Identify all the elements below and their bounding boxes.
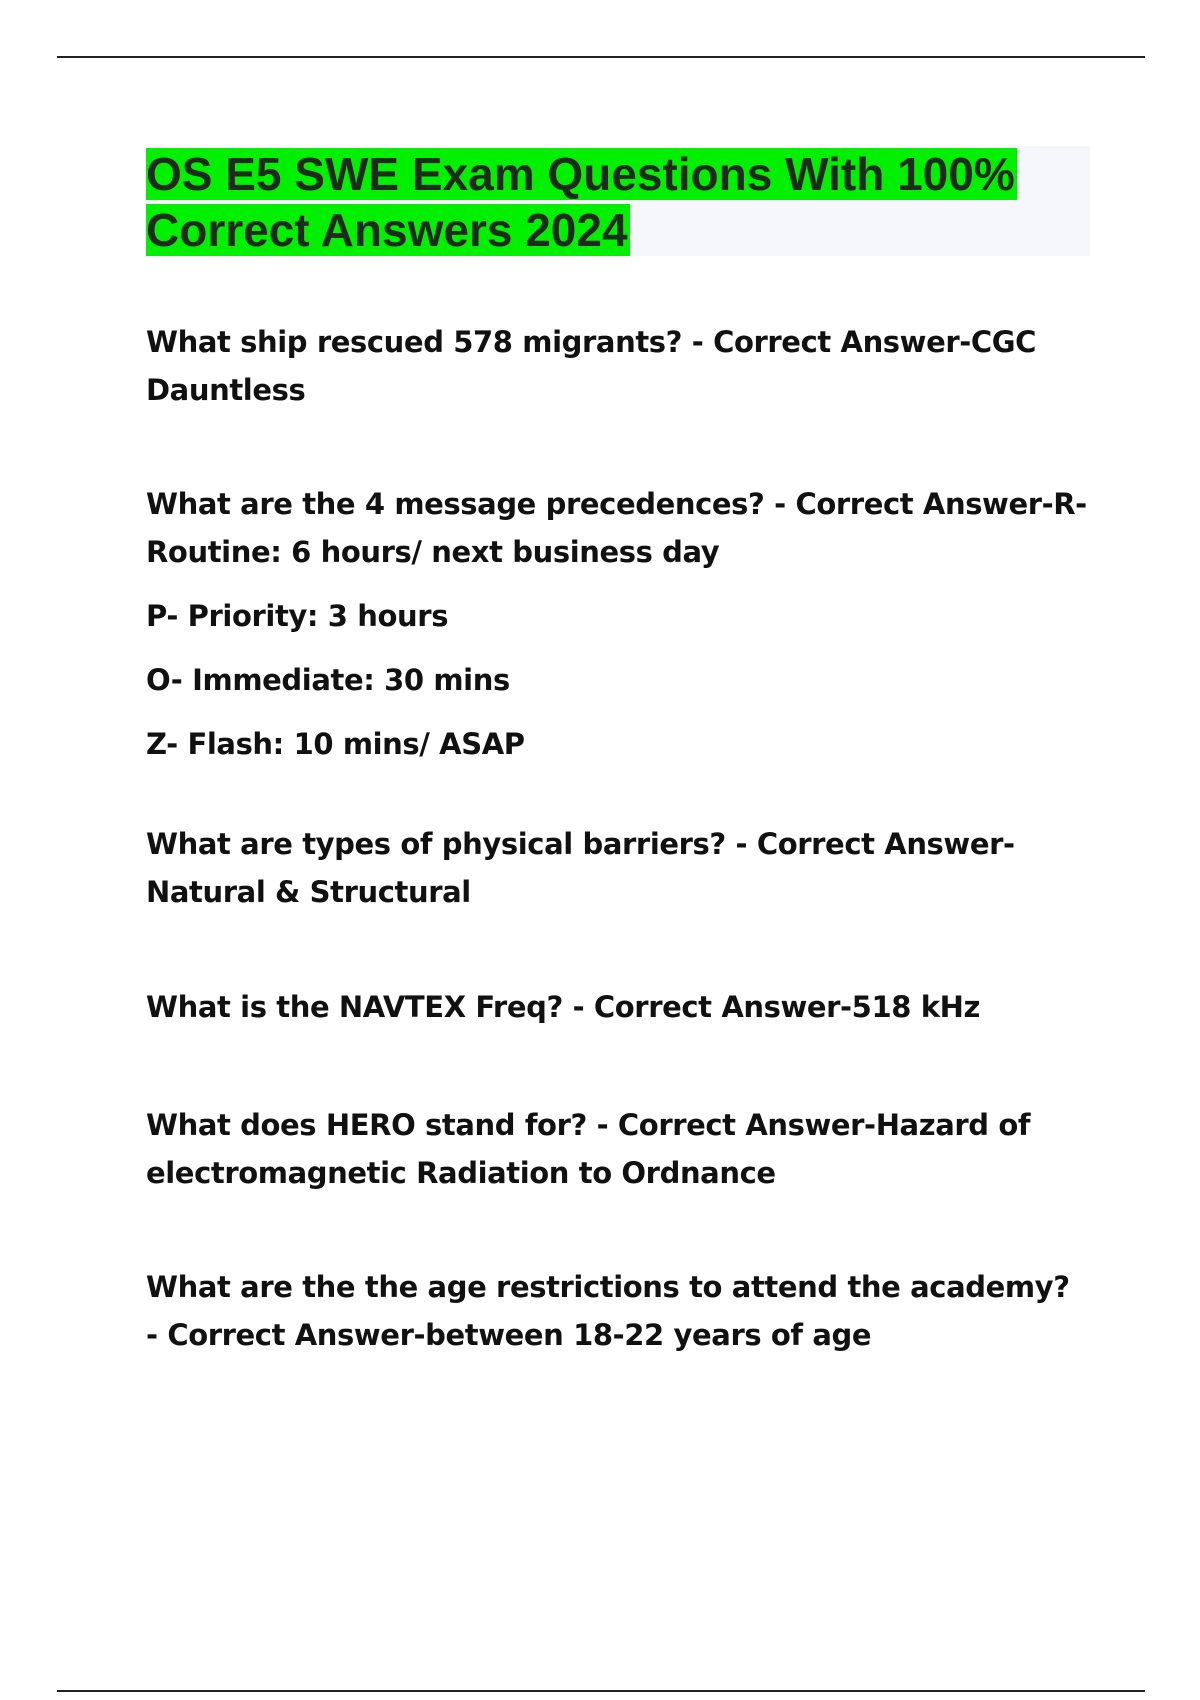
qa-item-2 bbox=[146, 480, 1090, 768]
title-block bbox=[146, 146, 1090, 256]
qa-item-3 bbox=[146, 820, 1090, 916]
qa-item-text: What are the the age restrictions to attend the academy? - Correct Answer-between 18-22 years of age bbox=[146, 1270, 1070, 1352]
bottom-rule bbox=[57, 1690, 1145, 1692]
qa-item-line: Z- Flash: 10 mins/ ASAP bbox=[146, 727, 525, 761]
qa-item-6 bbox=[146, 1263, 1090, 1359]
qa-item-text: What is the NAVTEX Freq? - Correct Answer-518 kHz bbox=[146, 990, 980, 1024]
qa-item-text: What are types of physical barriers? - Correct Answer-Natural & Structural bbox=[146, 827, 1015, 909]
qa-item-line: O- Immediate: 30 mins bbox=[146, 663, 510, 697]
qa-item-1 bbox=[146, 318, 1090, 414]
title-highlight: OS E5 SWE Exam Questions With 100% Correct Answers 2024 bbox=[146, 148, 1015, 256]
qa-item-text: What ship rescued 578 migrants? - Correct Answer-CGC Dauntless bbox=[146, 325, 1037, 407]
qa-item-5 bbox=[146, 1101, 1090, 1197]
qa-item-text: What are the 4 message precedences? - Correct Answer-R-Routine: 6 hours/ next business day bbox=[146, 487, 1087, 569]
qa-item-text: What does HERO stand for? - Correct Answer-Hazard of electromagnetic Radiation to Ordnance bbox=[146, 1108, 1031, 1190]
document-title bbox=[146, 146, 1090, 258]
qa-item-line: P- Priority: 3 hours bbox=[146, 599, 449, 633]
top-rule bbox=[57, 56, 1145, 58]
qa-item-4 bbox=[146, 983, 1090, 1031]
